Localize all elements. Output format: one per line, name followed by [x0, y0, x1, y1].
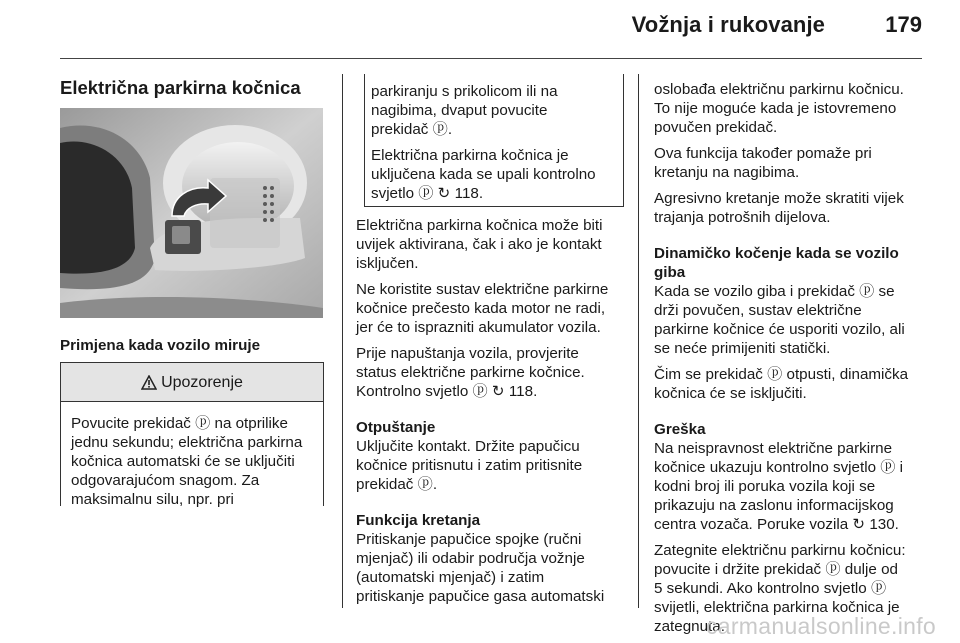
- page-header: [0, 0, 960, 60]
- column-3-body: [654, 80, 926, 643]
- parking-brake-photo: [60, 108, 323, 318]
- column-divider-1: [342, 74, 343, 608]
- warning-triangle-icon: [141, 375, 157, 390]
- paragraph: Na neispravnost električne parkirne kočnice ukazuju kontrolno svjetlo ⓟ i kodni broj ili poruka vozila koji se prikazuju na zaslonu informacijskog centra vozača. Poruke vozila ↻ 130.: [654, 440, 904, 533]
- warning-header: [61, 362, 323, 402]
- subheading-dynamic-braking: Dinamičko kočenje kada se vozilo giba: [654, 245, 899, 281]
- page-number: 179: [885, 12, 922, 37]
- warning-line: kočnica automatski će se uključiti: [71, 453, 295, 470]
- image-caption: Primjena kada vozilo miruje: [60, 337, 261, 354]
- warning-box-continued: [364, 74, 624, 207]
- warning-line: Povucite prekidač ⓟ na otprilike: [71, 415, 288, 432]
- paragraph: Zategnite električnu parkirnu kočnicu: povucite i držite prekidač ⓟ dulje od 5 sekundi. Ako kontrolno svjetlo ⓟ svijetli, električna parkirna kočnica je zategnuta.: [654, 542, 906, 635]
- paragraph: Agresivno kretanje može skratiti vijek trajanja potrošnih dijelova.: [654, 190, 904, 226]
- paragraph: Pritiskanje papučice spojke (ručni mjenjač) ili odabir područja vožnje (automatski mjenjač) i zatim pritiskanje papučice gasa automatski: [356, 531, 605, 605]
- warning-continued-text: parkiranju s prikolicom ili na nagibima, dvaput povucite prekidač ⓟ.: [371, 83, 558, 138]
- header-rule: [60, 58, 922, 59]
- warning-text: [61, 402, 323, 509]
- paragraph: Uključite kontakt. Držite papučicu kočnice pritisnutu i zatim pritisnite prekidač ⓟ.: [356, 438, 583, 493]
- paragraph: Ova funkcija također pomaže pri kretanju na nagibima.: [654, 145, 872, 181]
- warning-title: Upozorenje: [161, 373, 243, 391]
- column-2-body: [356, 216, 628, 613]
- column-divider-2: [638, 74, 639, 608]
- parking-brake-illustration: [60, 108, 323, 318]
- warning-line: maksimalnu silu, npr. pri: [71, 491, 234, 508]
- paragraph: Čim se prekidač ⓟ otpusti, dinamička kočnica će se isključiti.: [654, 366, 909, 402]
- paragraph: oslobađa električnu parkirnu kočnicu. To nije moguće kada je istovremeno povučen prekidač.: [654, 81, 904, 136]
- paragraph: Električna parkirna kočnica može biti uvijek aktivirana, čak i ako je kontakt isključen.: [356, 217, 603, 272]
- subheading-fault: Greška: [654, 421, 706, 438]
- paragraph: Ne koristite sustav električne parkirne kočnice prečesto kada motor ne radi, jer će to isprazniti akumulator vozila.: [356, 281, 609, 336]
- paragraph: Prije napuštanja vozila, provjerite status električne parkirne kočnice. Kontrolno svjetlo ⓟ ↻ 118.: [356, 345, 585, 400]
- chapter-title: Vožnja i rukovanje: [631, 12, 825, 37]
- watermark: carmanualsonline.info: [705, 613, 936, 639]
- paragraph: Kada se vozilo giba i prekidač ⓟ se drži povučen, sustav električne parkirne kočnice će usporiti vozilo, ali se neće primijeniti statički.: [654, 283, 905, 357]
- subheading-release: Otpuštanje: [356, 419, 436, 436]
- section-title: Električna parkirna kočnica: [60, 77, 301, 98]
- warning-indicator-text: Električna parkirna kočnica je uključena kada se upali kontrolno svjetlo ⓟ ↻ 118.: [371, 147, 596, 202]
- subheading-drive-away: Funkcija kretanja: [356, 512, 481, 529]
- warning-line: odgovarajućom snagom. Za: [71, 472, 260, 489]
- warning-box: [60, 362, 324, 506]
- warning-line: jednu sekundu; električna parkirna: [71, 434, 303, 451]
